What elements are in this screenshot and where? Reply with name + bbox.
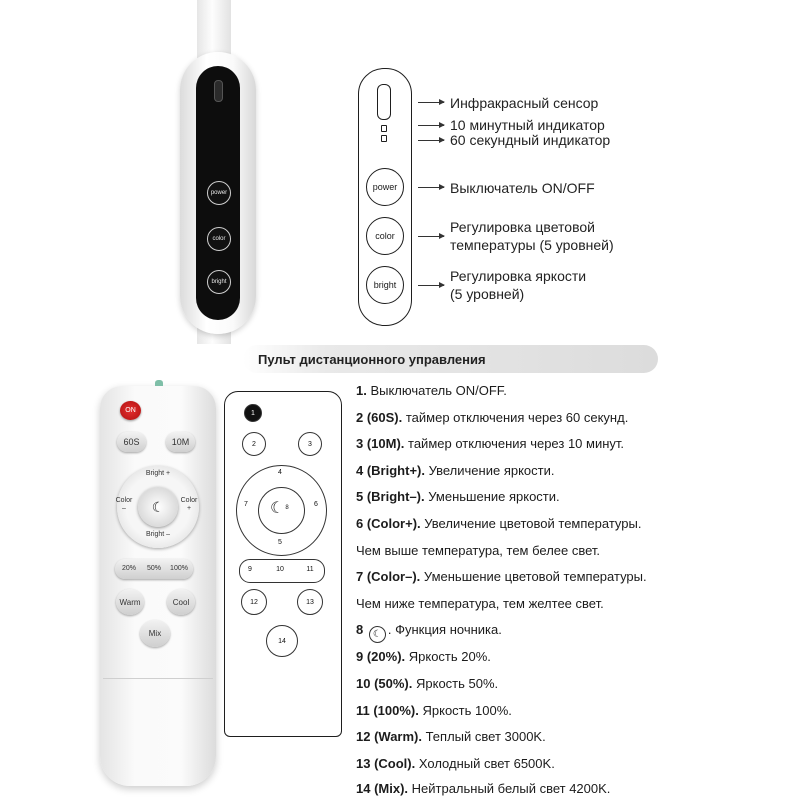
desc-text: Холодный свет 6500K. (415, 756, 555, 771)
remote-cool-button: Cool (167, 589, 195, 615)
remote-ir-window (155, 380, 163, 386)
remote-color-minus-sign: – (122, 505, 126, 512)
annotation-power-switch: Выключатель ON/OFF (450, 180, 595, 196)
schematic-button-12: 12 (241, 589, 267, 615)
schematic-label-4: 4 (278, 469, 282, 476)
desc-text: Чем ниже температура, тем желтее свет. (356, 596, 604, 611)
arrow-color (418, 236, 444, 237)
remote-night-button (138, 487, 178, 527)
desc-item-6 (356, 516, 641, 532)
desc-text: Яркость 50%. (412, 676, 499, 691)
moon-icon: ☾ (151, 498, 165, 515)
desc-item-12 (356, 729, 546, 745)
remote-warm-button: Warm (116, 589, 144, 615)
schematic-button-1: 1 (244, 404, 262, 422)
remote-color-minus-label (113, 497, 135, 513)
desc-text: Нейтральный белый свет 4200K. (408, 781, 611, 796)
remote-10m-button: 10M (166, 432, 195, 452)
arrow-60sec (418, 140, 444, 141)
desc-item-1 (356, 383, 507, 399)
diagram-color-button: color (366, 217, 404, 255)
desc-text: Выключатель ON/OFF. (366, 383, 507, 398)
arrow-power (418, 187, 444, 188)
remote-50-button: 50% (146, 565, 161, 572)
desc-key: 4 (Bright+). (356, 463, 425, 478)
remote-on-button: ON (120, 401, 141, 420)
diagram-power-button: power (366, 168, 404, 206)
schematic-label-11: 11 (306, 566, 314, 573)
desc-key: 8 (356, 622, 364, 637)
desc-item-8 (356, 622, 502, 643)
remote-60s-button: 60S (117, 432, 146, 452)
lamp-power-button: power (207, 181, 231, 205)
diagram-ir-sensor (377, 84, 391, 120)
diagram-bright-button: bright (366, 266, 404, 304)
desc-text: . Функция ночника. (387, 622, 502, 637)
desc-key: 9 (20%). (356, 649, 406, 664)
desc-item-3 (356, 436, 624, 452)
desc-text: Уменьшение цветовой температуры. (420, 569, 647, 584)
schematic-label-9: 9 (248, 566, 252, 573)
annotation-color-line2: температуры (5 уровней) (450, 237, 614, 253)
arrow-10min (418, 125, 444, 126)
desc-text: Яркость 20%. (405, 649, 491, 664)
desc-text: Увеличение цветовой температуры. (420, 516, 642, 531)
diagram-60sec-led (381, 135, 387, 142)
moon-icon: ☾ (369, 626, 386, 643)
desc-item-13 (356, 756, 555, 772)
desc-item-11 (356, 703, 512, 719)
remote-mix-button: Mix (140, 620, 170, 647)
schematic-button-13: 13 (297, 589, 323, 615)
arrow-bright (418, 285, 444, 286)
remote-100-button: 100% (170, 565, 188, 572)
remote-battery-seam (103, 678, 213, 679)
schematic-label-5: 5 (278, 539, 282, 546)
desc-key: 12 (Warm). (356, 729, 422, 744)
desc-item-2 (356, 410, 628, 426)
desc-item-7-note (356, 596, 604, 612)
schematic-button-2: 2 (242, 432, 266, 456)
annotation-color-line1: Регулировка цветовой (450, 219, 595, 235)
section-title: Пульт дистанционного управления (258, 352, 486, 367)
schematic-label-8: 8 (285, 505, 289, 511)
annotation-bright-line2: (5 уровней) (450, 286, 525, 302)
schematic-label-10: 10 (276, 566, 284, 573)
desc-item-4 (356, 463, 554, 479)
desc-item-5 (356, 489, 560, 505)
remote-color-plus-text: Color (180, 497, 198, 504)
remote-color-plus-label (178, 497, 200, 513)
schematic-label-7: 7 (244, 501, 248, 508)
arrow-ir-sensor (418, 102, 444, 103)
annotation-10min-indicator: 10 минутный индикатор (450, 117, 605, 133)
desc-text: таймер отключения через 10 минут. (404, 436, 625, 451)
lamp-bright-button: bright (207, 270, 231, 294)
schematic-label-6: 6 (314, 501, 318, 508)
desc-text: Теплый свет 3000K. (421, 729, 546, 744)
desc-key: 1. (356, 383, 367, 398)
desc-key: 3 (10M). (356, 436, 405, 451)
annotation-60sec-indicator: 60 секундный индикатор (450, 132, 611, 148)
desc-item-6-note (356, 543, 600, 559)
lamp-color-button: color (207, 227, 231, 251)
remote-20-button: 20% (121, 565, 136, 572)
annotation-ir-sensor: Инфракрасный сенсор (450, 95, 599, 111)
desc-text: Чем выше температура, тем белее свет. (356, 543, 601, 558)
remote-bright-plus-label: Bright + (145, 470, 171, 477)
diagram-10min-led (381, 125, 387, 132)
desc-key: 2 (60S). (356, 410, 403, 425)
desc-text: Яркость 100%. (418, 703, 512, 718)
remote-bright-minus-label: Bright – (145, 531, 171, 538)
remote-color-minus-text: Color (115, 497, 133, 504)
desc-key: 13 (Cool). (356, 756, 416, 771)
schematic-button-3: 3 (298, 432, 322, 456)
desc-item-14 (356, 781, 610, 797)
desc-key: 5 (Bright–). (356, 489, 425, 504)
desc-item-10 (356, 676, 498, 692)
desc-item-9 (356, 649, 491, 665)
schematic-button-14: 14 (266, 625, 298, 657)
lamp-ir-sensor (214, 80, 223, 102)
schematic-moon-icon: ☾ (270, 500, 285, 517)
remote-color-plus-sign: + (186, 505, 192, 512)
desc-text: Увеличение яркости. (424, 463, 555, 478)
desc-key: 6 (Color+). (356, 516, 421, 531)
desc-key: 11 (100%). (356, 703, 419, 718)
annotation-bright-line1: Регулировка яркости (450, 268, 587, 284)
desc-text: Уменьшение яркости. (424, 489, 560, 504)
desc-key: 14 (Mix). (356, 781, 409, 796)
desc-item-7 (356, 569, 647, 585)
desc-text: таймер отключения через 60 секунд. (402, 410, 629, 425)
desc-key: 10 (50%). (356, 676, 413, 691)
desc-key: 7 (Color–). (356, 569, 421, 584)
